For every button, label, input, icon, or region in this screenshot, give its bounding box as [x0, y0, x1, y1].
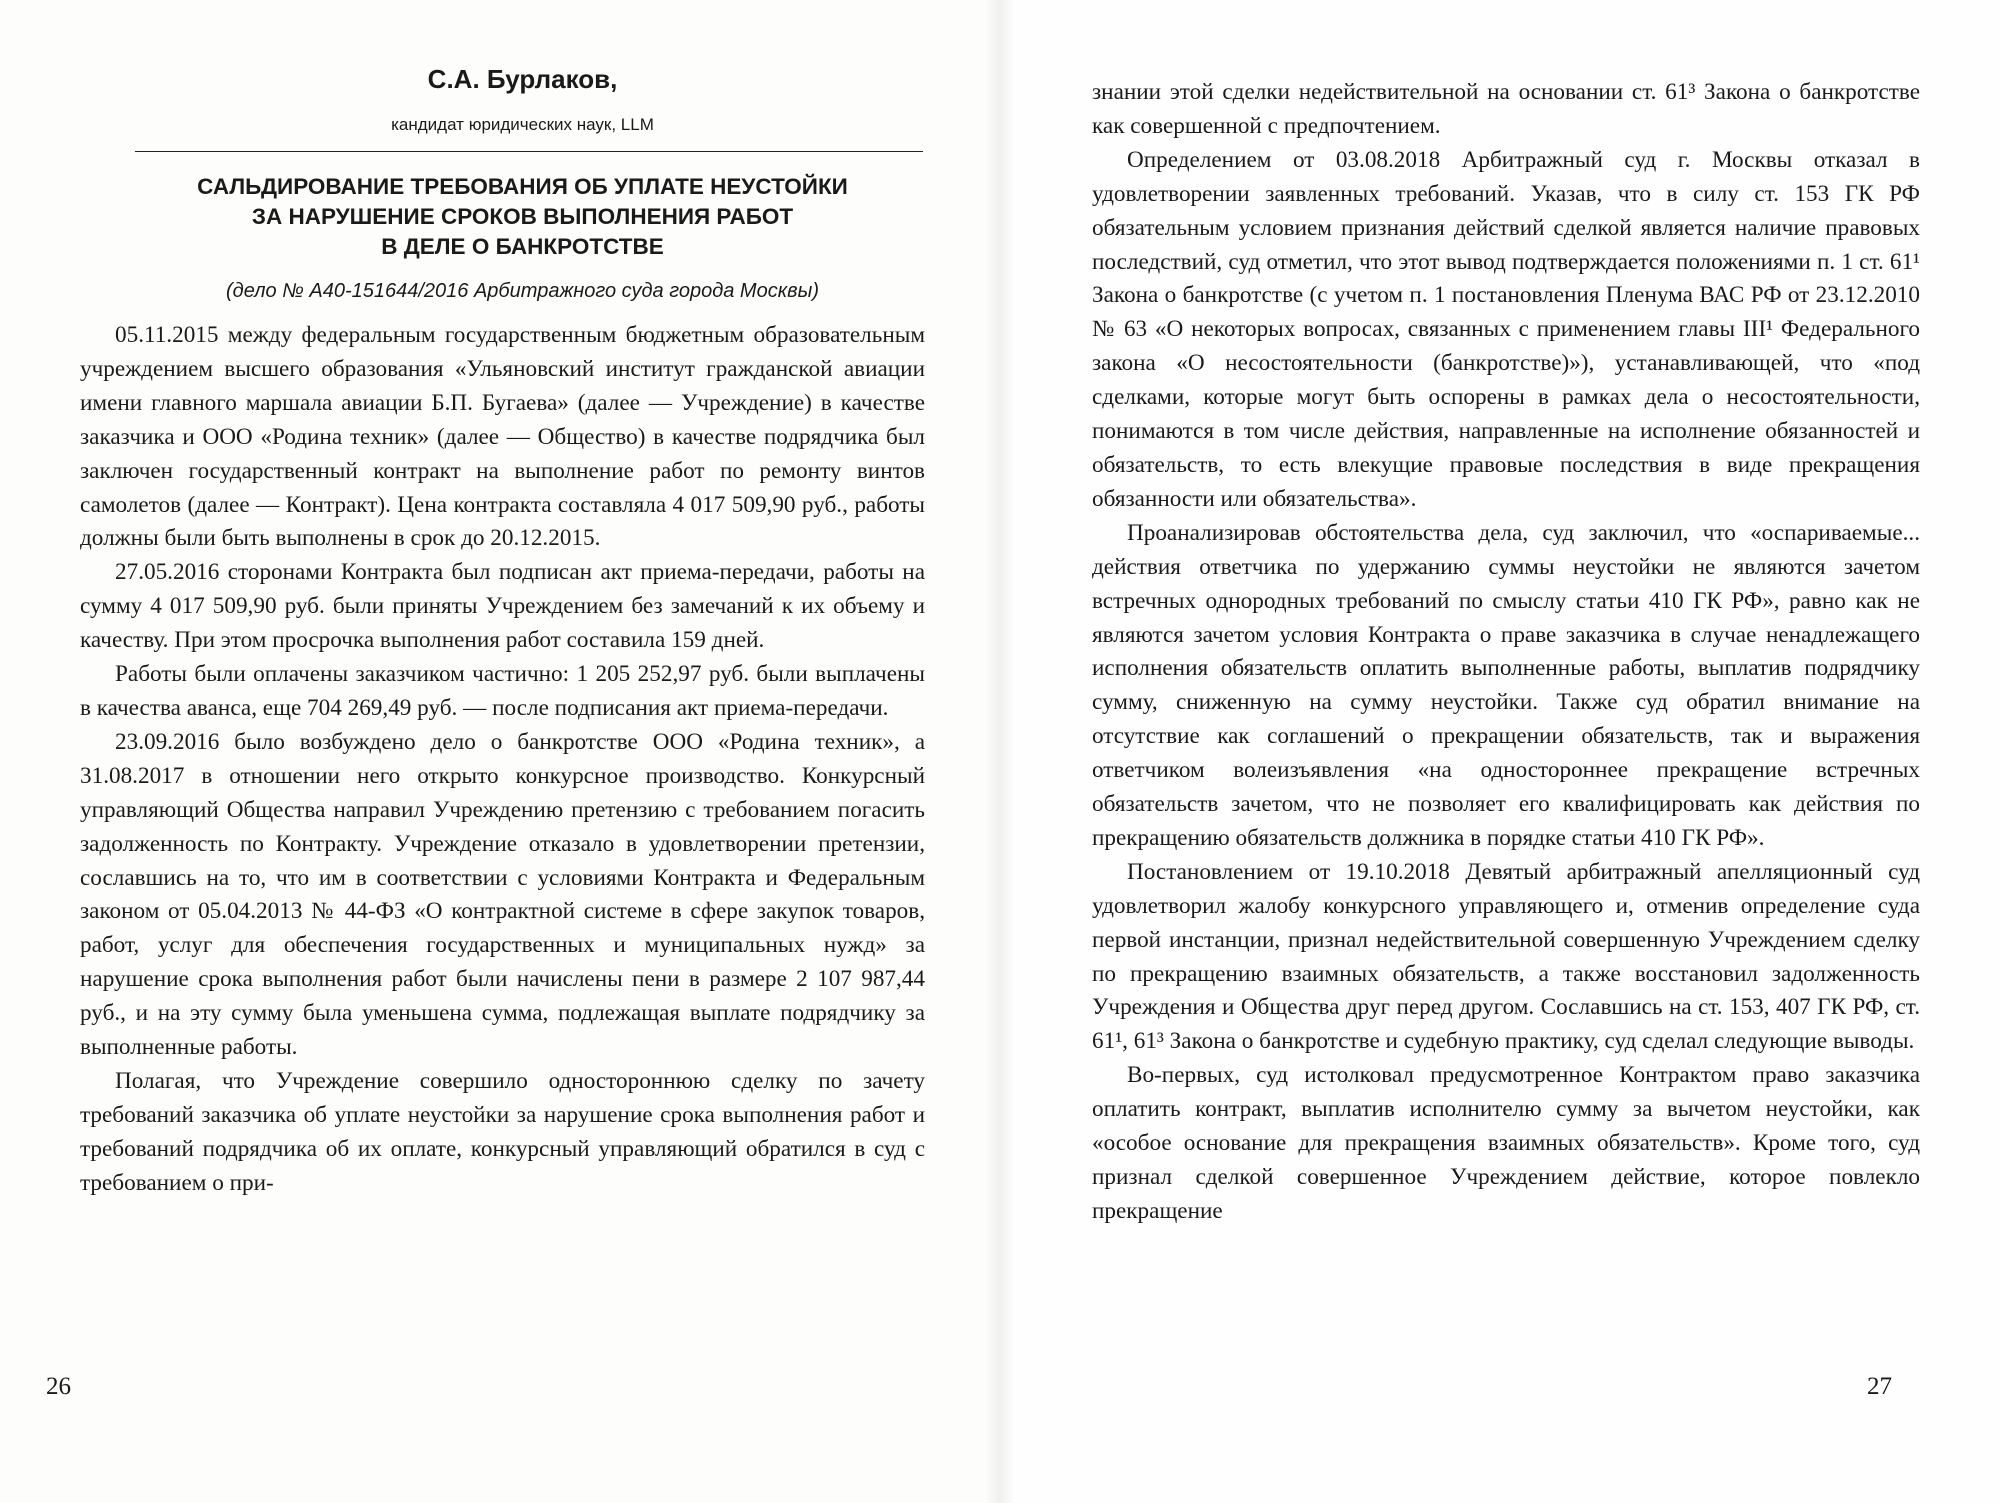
author-degree: кандидат юридических наук, LLM — [391, 115, 654, 134]
body-paragraph: Во-первых, суд истолковал предусмотренное Контрактом право заказчика оплатить контракт, выплатив исполнителю сумму за вычетом неустойки, как «особое основание для прекращения взаимных обязательств». Кроме того, суд признал сделкой совершенное Учреждением действие, которое повлекло прекращение — [1092, 1062, 1920, 1224]
book-gutter — [985, 0, 1015, 1503]
body-paragraph: Проанализировав обстоятельства дела, суд заключил, что «оспариваемые... действия ответчика по удержанию суммы неустойки не являются зачетом встречных однородных требований по смыслу статьи 410 ГК РФ», равно как не являются зачетом условия Контракта о праве заказчика в случае ненадлежащего исполнения обязательств оплатить выполненные работы, выплатив подрядчику сумму, сниженную на сумму неустойки. Также суд обратил внимание на отсутствие как соглашений о прекращении обязательств, так и выражения ответчиком волеизъявления «на одностороннее прекращение встречных обязательств зачетом, что не позволяет его квалифицировать как действия по прекращению обязательств должника в порядке статьи 410 ГК РФ». — [1092, 519, 1920, 851]
article-title — [80, 172, 925, 262]
body-paragraph: 27.05.2016 сторонами Контракта был подписан акт приема-передачи, работы на сумму 4 017 509,90 руб. были приняты Учреждением без замечаний к их объему и качеству. При этом просрочка выполнения работ составила 159 дней. — [80, 559, 925, 654]
body-paragraph: 23.09.2016 было возбуждено дело о банкротстве ООО «Родина техник», а 31.08.2017 в отношении него открыто конкурсное производство. Конкурсный управляющий Общества направил Учреждению претензию с требованием погасить задолженность по Контракту. Учреждение отказало в удовлетворении претензии, сославшись на то, что им в соответствии с условиями Контракта и Федеральным законом от 05.04.2013 № 44-ФЗ «О контрактной системе в сфере закупок товаров, работ, услуг для обеспечения государственных и муниципальных нужд» за нарушение срока выполнения работ были начислены пени в размере 2 107 987,44 руб., и на эту сумму была уменьшена сумма, подлежащая выплате подрядчику за выполненные работы. — [80, 728, 925, 1061]
author-name: С.А. Бурлаков, — [427, 64, 618, 94]
article-title-line: САЛЬДИРОВАНИЕ ТРЕБОВАНИЯ ОБ УПЛАТЕ НЕУСТОЙКИ — [197, 174, 848, 199]
body-paragraph: Работы были оплачены заказчиком частично: 1 205 252,97 руб. были выплачены в качества аванса, еще 704 269,49 руб. — после подписания акт приема-передачи. — [80, 661, 925, 721]
article-title-line: В ДЕЛЕ О БАНКРОТСТВЕ — [381, 234, 664, 259]
right-page-column — [1092, 76, 1920, 1229]
body-paragraph: Постановлением от 19.10.2018 Девятый арбитражный апелляционный суд удовлетворил жалобу конкурсного управляющего и, отменив определение суда первой инстанции, признал недействительной совершенную Учреждением сделку по прекращению взаимных обязательств, а также восстановил задолженность Учреждения и Общества друг перед другом. Сославшись на ст. 153, 407 ГК РФ, ст. 61¹, 61³ Закона о банкротстве и судебную практику, суд сделал следующие выводы. — [1092, 858, 1920, 1055]
body-paragraph: Определением от 03.08.2018 Арбитражный суд г. Москвы отказал в удовлетворении заявленных требований. Указав, что в силу ст. 153 ГК РФ обязательным условием признания действий сделкой является наличие правовых последствий, суд отметил, что этот вывод подтверждается положениями п. 1 ст. 61¹ Закона о банкротстве (с учетом п. 1 постановления Пленума ВАС РФ от 23.12.2010 № 63 «О некоторых вопросах, связанных с применением главы III¹ Федерального закона «О несостоятельности (банкротстве)»), устанавливающей, что «под сделками, которые могут быть оспорены в рамках дела о несостоятельности, понимаются в том числе действия, направленные на исполнение обязанностей и обязательств, то есть влекущие правовые последствия в виде прекращения обязанности или обязательства». — [1092, 146, 1920, 512]
article-title-line: ЗА НАРУШЕНИЕ СРОКОВ ВЫПОЛНЕНИЯ РАБОТ — [251, 204, 794, 229]
body-paragraph: Полагая, что Учреждение совершило одностороннюю сделку по зачету требований заказчика об уплате неустойки за нарушение срока выполнения работ и требований подрядчика об их оплате, конкурсный управляющий обратился в суд с требованием о при- — [80, 1067, 925, 1196]
page-number-left: 26 — [46, 1373, 71, 1400]
header-divider — [135, 151, 923, 152]
continuation-paragraph: знании этой сделки недействительной на основании ст. 61³ Закона о банкротстве как совершенной с предпочтением. — [1092, 79, 1920, 139]
page-number-right: 27 — [1867, 1373, 1892, 1400]
left-page-column — [80, 64, 925, 1201]
case-reference: (дело № А40-151644/2016 Арбитражного суда города Москвы) — [226, 280, 819, 302]
body-paragraph: 05.11.2015 между федеральным государственным бюджетным образовательным учреждением высшего образования «Ульяновский институт гражданской авиации имени главного маршала авиации Б.П. Бугаева» (далее — Учреждение) в качестве заказчика и ООО «Родина техник» (далее — Общество) в качестве подрядчика был заключен государственный контракт на выполнение работ по ремонту винтов самолетов (далее — Контракт). Цена контракта составляла 4 017 509,90 руб., работы должны были быть выполнены в срок до 20.12.2015. — [80, 322, 925, 552]
